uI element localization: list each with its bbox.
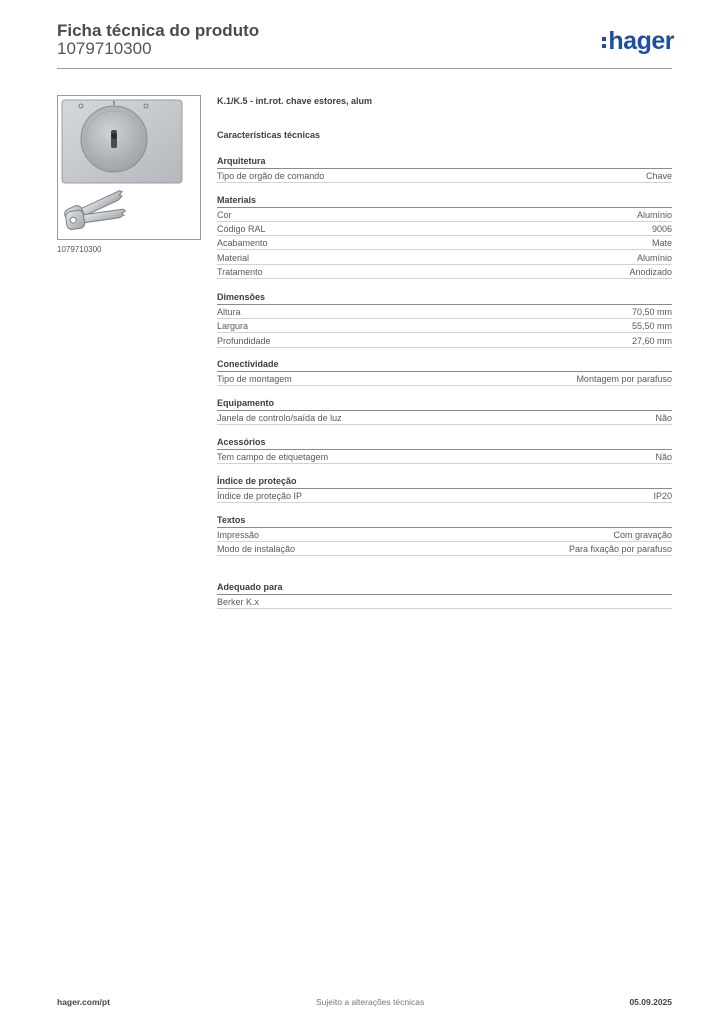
row-value: Mate (651, 238, 672, 248)
row-label: Cor (217, 210, 232, 220)
table-row (217, 489, 672, 503)
row-value: Não (655, 413, 672, 423)
product-number: 1079710300 (57, 39, 152, 58)
section-title-arquitetura: Arquitetura (217, 156, 266, 166)
hager-logo (602, 28, 674, 54)
row-label: Janela de controlo/saída de luz (217, 413, 342, 423)
row-label: Altura (217, 307, 241, 317)
section-title-indice-protecao: Índice de proteção (217, 476, 297, 486)
row-value: 70,50 mm (631, 307, 672, 317)
table-row (217, 208, 672, 222)
list-item (217, 595, 672, 609)
row-value: Anodizado (629, 267, 672, 277)
row-label: Acabamento (217, 238, 268, 248)
row-label: Modo de instalação (217, 544, 296, 554)
row-value: 9006 (651, 224, 672, 234)
row-label: Largura (217, 321, 249, 331)
row-label: Impressão (217, 530, 260, 540)
row-value: Chave (645, 171, 672, 181)
suitable-item: Berker K.x (217, 597, 260, 607)
table-row (217, 305, 672, 319)
section-title-equipamento: Equipamento (217, 398, 275, 408)
table-row (217, 372, 672, 386)
table-row (217, 542, 672, 556)
table-row (217, 334, 672, 348)
product-image (57, 95, 201, 240)
section-title-acessorios: Acessórios (217, 437, 266, 447)
row-label: Tipo de orgão de comando (217, 171, 325, 181)
product-name: K.1/K.5 - int.rot. chave estores, alum (217, 96, 373, 106)
image-caption: 1079710300 (57, 245, 102, 254)
row-value: Alumínio (636, 210, 672, 220)
row-label: Profundidade (217, 336, 271, 346)
table-row (217, 222, 672, 236)
footer-date: 05.09.2025 (629, 997, 672, 1007)
row-value: 55,50 mm (631, 321, 672, 331)
row-label: Tem campo de etiquetagem (217, 452, 329, 462)
row-label: Tipo de montagem (217, 374, 292, 384)
table-row (217, 236, 672, 250)
table-row (217, 450, 672, 464)
table-row (217, 251, 672, 265)
row-value: Com gravação (613, 530, 672, 540)
section-title-materiais: Materiais (217, 195, 257, 205)
section-title-dimensoes: Dimensões (217, 292, 266, 302)
section-title-conectividade: Conectividade (217, 359, 279, 369)
section-title-adequado-para: Adequado para (217, 582, 283, 592)
switch-plate-illustration (58, 96, 200, 239)
table-row (217, 528, 672, 542)
logo-text: hager (608, 27, 674, 55)
footer-disclaimer: Sujeito a alterações técnicas (316, 997, 425, 1007)
row-label: Tratamento (217, 267, 263, 277)
row-value: IP20 (653, 491, 672, 501)
row-value: 27,60 mm (631, 336, 672, 346)
logo-dots-icon (602, 37, 606, 48)
table-row (217, 319, 672, 333)
table-row (217, 265, 672, 279)
header-divider (57, 68, 672, 69)
section-title-textos: Textos (217, 515, 246, 525)
row-value: Alumínio (636, 253, 672, 263)
row-label: Material (217, 253, 250, 263)
page-title: Ficha técnica do produto (57, 21, 260, 40)
row-value: Não (655, 452, 672, 462)
table-row (217, 411, 672, 425)
table-row (217, 169, 672, 183)
row-value: Montagem por parafuso (576, 374, 672, 384)
row-label: Código RAL (217, 224, 266, 234)
row-label: Índice de proteção IP (217, 491, 303, 501)
row-value: Para fixação por parafuso (568, 544, 672, 554)
technical-characteristics-title: Características técnicas (217, 130, 321, 140)
footer-website-link[interactable]: hager.com/pt (57, 997, 110, 1007)
